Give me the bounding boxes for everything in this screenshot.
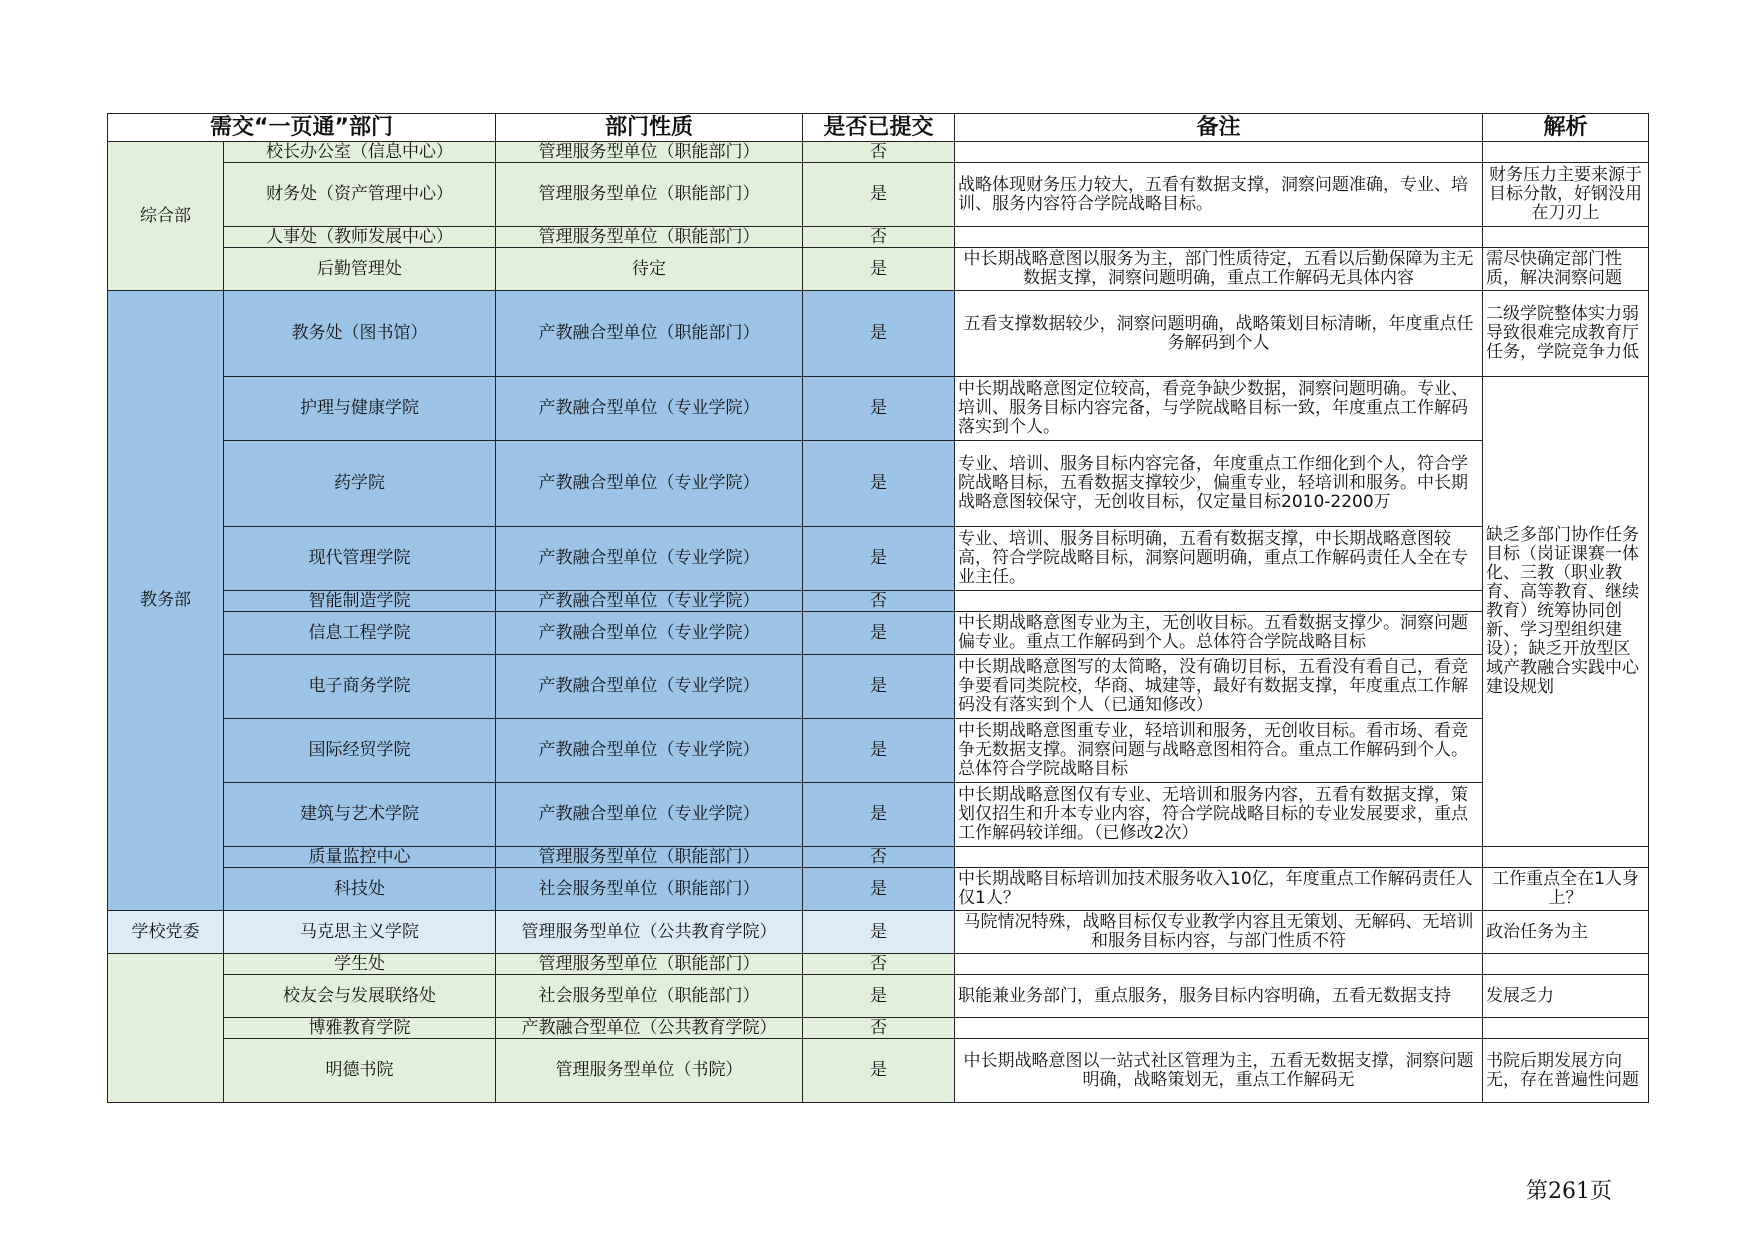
analysis-cell: 二级学院整体实力弱导致很难完成教育厅任务，学院竞争力低	[1483, 291, 1649, 377]
dept-cell: 质量监控中心	[224, 847, 496, 868]
table-row	[108, 975, 1649, 1018]
nature-cell: 管理服务型单位（公共教育学院）	[496, 911, 803, 954]
table-row	[108, 1039, 1649, 1103]
group-label: 教务部	[108, 291, 224, 911]
dept-cell: 博雅教育学院	[224, 1018, 496, 1039]
dept-cell: 校友会与发展联络处	[224, 975, 496, 1018]
nature-cell: 产教融合型单位（专业学院）	[496, 612, 803, 655]
dept-cell: 马克思主义学院	[224, 911, 496, 954]
table-row	[108, 911, 1649, 954]
submitted-cell: 是	[803, 783, 955, 847]
submitted-cell: 是	[803, 975, 955, 1018]
note-cell: 五看支撑数据较少，洞察问题明确，战略策划目标清晰，年度重点任务解码到个人	[955, 291, 1483, 377]
header-department: 需交“一页通”部门	[108, 114, 496, 142]
note-cell: 中长期战略目标培训加技术服务收入10亿，年度重点工作解码责任人仅1人？	[955, 868, 1483, 911]
dept-cell: 财务处（资产管理中心）	[224, 163, 496, 227]
submitted-cell: 是	[803, 868, 955, 911]
nature-cell: 产教融合型单位（职能部门）	[496, 291, 803, 377]
nature-cell: 产教融合型单位（专业学院）	[496, 655, 803, 719]
table-row	[108, 612, 1649, 655]
dept-cell: 学生处	[224, 954, 496, 975]
submitted-cell: 是	[803, 655, 955, 719]
dept-cell: 信息工程学院	[224, 612, 496, 655]
submitted-cell: 否	[803, 1018, 955, 1039]
table-row	[108, 291, 1649, 377]
note-cell: 中长期战略意图以服务为主，部门性质待定，五看以后勤保障为主无数据支撑，洞察问题明确，重点工作解码无具体内容	[955, 248, 1483, 291]
note-cell	[955, 847, 1483, 868]
dept-cell: 电子商务学院	[224, 655, 496, 719]
header-submitted: 是否已提交	[803, 114, 955, 142]
note-cell: 中长期战略意图写的太简略，没有确切目标，五看没有看自己，看竞争要看同类院校，华商、城建等，最好有数据支撑，年度重点工作解码没有落实到个人（已通知修改）	[955, 655, 1483, 719]
submitted-cell: 是	[803, 291, 955, 377]
note-cell: 战略体现财务压力较大，五看有数据支撑，洞察问题准确，专业、培训、服务内容符合学院战略目标。	[955, 163, 1483, 227]
analysis-cell	[1483, 227, 1649, 248]
note-cell	[955, 954, 1483, 975]
submitted-cell: 是	[803, 612, 955, 655]
submitted-cell: 是	[803, 527, 955, 591]
dept-cell: 现代管理学院	[224, 527, 496, 591]
dept-cell: 后勤管理处	[224, 248, 496, 291]
dept-cell: 建筑与艺术学院	[224, 783, 496, 847]
analysis-cell: 需尽快确定部门性质，解决洞察问题	[1483, 248, 1649, 291]
dept-cell: 明德书院	[224, 1039, 496, 1103]
group-label	[108, 954, 224, 1103]
nature-cell: 管理服务型单位（职能部门）	[496, 954, 803, 975]
analysis-cell: 工作重点全在1人身上？	[1483, 868, 1649, 911]
nature-cell: 产教融合型单位（专业学院）	[496, 591, 803, 612]
nature-cell: 管理服务型单位（职能部门）	[496, 163, 803, 227]
submitted-cell: 否	[803, 142, 955, 163]
nature-cell: 管理服务型单位（职能部门）	[496, 142, 803, 163]
nature-cell: 管理服务型单位（书院）	[496, 1039, 803, 1103]
table-row	[108, 868, 1649, 911]
table-row	[108, 163, 1649, 227]
table-row	[108, 954, 1649, 975]
table-row	[108, 1018, 1649, 1039]
analysis-cell	[1483, 142, 1649, 163]
analysis-cell: 政治任务为主	[1483, 911, 1649, 954]
analysis-cell	[1483, 847, 1649, 868]
table-row	[108, 527, 1649, 591]
group-label: 综合部	[108, 142, 224, 291]
submitted-cell: 是	[803, 1039, 955, 1103]
submitted-cell: 否	[803, 954, 955, 975]
note-cell: 中长期战略意图重专业，轻培训和服务，无创收目标。看市场、看竞争无数据支撑。洞察问题与战略意图相符合。重点工作解码到个人。总体符合学院战略目标	[955, 719, 1483, 783]
submitted-cell: 是	[803, 163, 955, 227]
dept-cell: 科技处	[224, 868, 496, 911]
note-cell: 专业、培训、服务目标明确，五看有数据支撑，中长期战略意图较高，符合学院战略目标，洞察问题明确，重点工作解码责任人全在专业主任。	[955, 527, 1483, 591]
dept-cell: 人事处（教师发展中心）	[224, 227, 496, 248]
nature-cell: 产教融合型单位（专业学院）	[496, 377, 803, 441]
submitted-cell: 是	[803, 377, 955, 441]
table-row	[108, 719, 1649, 783]
analysis-cell	[1483, 954, 1649, 975]
submitted-cell: 否	[803, 227, 955, 248]
nature-cell: 产教融合型单位（专业学院）	[496, 719, 803, 783]
submitted-cell: 是	[803, 719, 955, 783]
nature-cell: 产教融合型单位（专业学院）	[496, 527, 803, 591]
page-number: 第261页	[1526, 1179, 1612, 1204]
analysis-cell: 财务压力主要来源于目标分散，好钢没用在刀刃上	[1483, 163, 1649, 227]
department-table	[107, 113, 1649, 1103]
note-cell: 中长期战略意图专业为主，无创收目标。五看数据支撑少。洞察问题偏专业。重点工作解码到个人。总体符合学院战略目标	[955, 612, 1483, 655]
nature-cell: 社会服务型单位（职能部门）	[496, 975, 803, 1018]
table-row	[108, 591, 1649, 612]
submitted-cell: 是	[803, 248, 955, 291]
analysis-cell: 书院后期发展方向无，存在普遍性问题	[1483, 1039, 1649, 1103]
submitted-cell: 是	[803, 441, 955, 527]
note-cell: 中长期战略意图仅有专业、无培训和服务内容，五看有数据支撑，策划仅招生和升本专业内容，符合学院战略目标的专业发展要求，重点工作解码较详细。（已修改2次）	[955, 783, 1483, 847]
table-row	[108, 655, 1649, 719]
table-row	[108, 783, 1649, 847]
note-cell	[955, 591, 1483, 612]
table-row	[108, 377, 1649, 441]
nature-cell: 产教融合型单位（公共教育学院）	[496, 1018, 803, 1039]
table-row	[108, 248, 1649, 291]
group-label: 学校党委	[108, 911, 224, 954]
dept-cell: 校长办公室（信息中心）	[224, 142, 496, 163]
note-cell: 职能兼业务部门，重点服务，服务目标内容明确，五看无数据支持	[955, 975, 1483, 1018]
table-row	[108, 142, 1649, 163]
nature-cell: 待定	[496, 248, 803, 291]
dept-cell: 教务处（图书馆）	[224, 291, 496, 377]
analysis-cell	[1483, 1018, 1649, 1039]
nature-cell: 产教融合型单位（专业学院）	[496, 441, 803, 527]
nature-cell: 管理服务型单位（职能部门）	[496, 847, 803, 868]
header-analysis: 解析	[1483, 114, 1649, 142]
submitted-cell: 是	[803, 911, 955, 954]
dept-cell: 药学院	[224, 441, 496, 527]
dept-cell: 智能制造学院	[224, 591, 496, 612]
dept-cell: 护理与健康学院	[224, 377, 496, 441]
note-cell: 中长期战略意图以一站式社区管理为主，五看无数据支撑，洞察问题明确，战略策划无，重点工作解码无	[955, 1039, 1483, 1103]
nature-cell: 社会服务型单位（职能部门）	[496, 868, 803, 911]
note-cell	[955, 227, 1483, 248]
table-row	[108, 227, 1649, 248]
header-note: 备注	[955, 114, 1483, 142]
note-cell	[955, 142, 1483, 163]
nature-cell: 管理服务型单位（职能部门）	[496, 227, 803, 248]
analysis-cell: 发展乏力	[1483, 975, 1649, 1018]
submitted-cell: 否	[803, 847, 955, 868]
table-row	[108, 441, 1649, 527]
note-cell: 中长期战略意图定位较高，看竞争缺少数据，洞察问题明确。专业、培训、服务目标内容完备，与学院战略目标一致，年度重点工作解码落实到个人。	[955, 377, 1483, 441]
table-row	[108, 847, 1649, 868]
submitted-cell: 否	[803, 591, 955, 612]
analysis-cell: 缺乏多部门协作任务目标（岗证课赛一体化、三教（职业教育、高等教育、继续教育）统筹协同创新、学习型组织建设）；缺乏开放型区域产教融合实践中心建设规划	[1483, 377, 1649, 847]
nature-cell: 产教融合型单位（专业学院）	[496, 783, 803, 847]
header-nature: 部门性质	[496, 114, 803, 142]
note-cell: 马院情况特殊，战略目标仅专业教学内容且无策划、无解码、无培训和服务目标内容，与部门性质不符	[955, 911, 1483, 954]
note-cell: 专业、培训、服务目标内容完备，年度重点工作细化到个人，符合学院战略目标，五看数据支撑较少，偏重专业，轻培训和服务。中长期战略意图较保守，无创收目标，仅定量目标2010-2200万	[955, 441, 1483, 527]
note-cell	[955, 1018, 1483, 1039]
dept-cell: 国际经贸学院	[224, 719, 496, 783]
header-row	[108, 114, 1649, 142]
